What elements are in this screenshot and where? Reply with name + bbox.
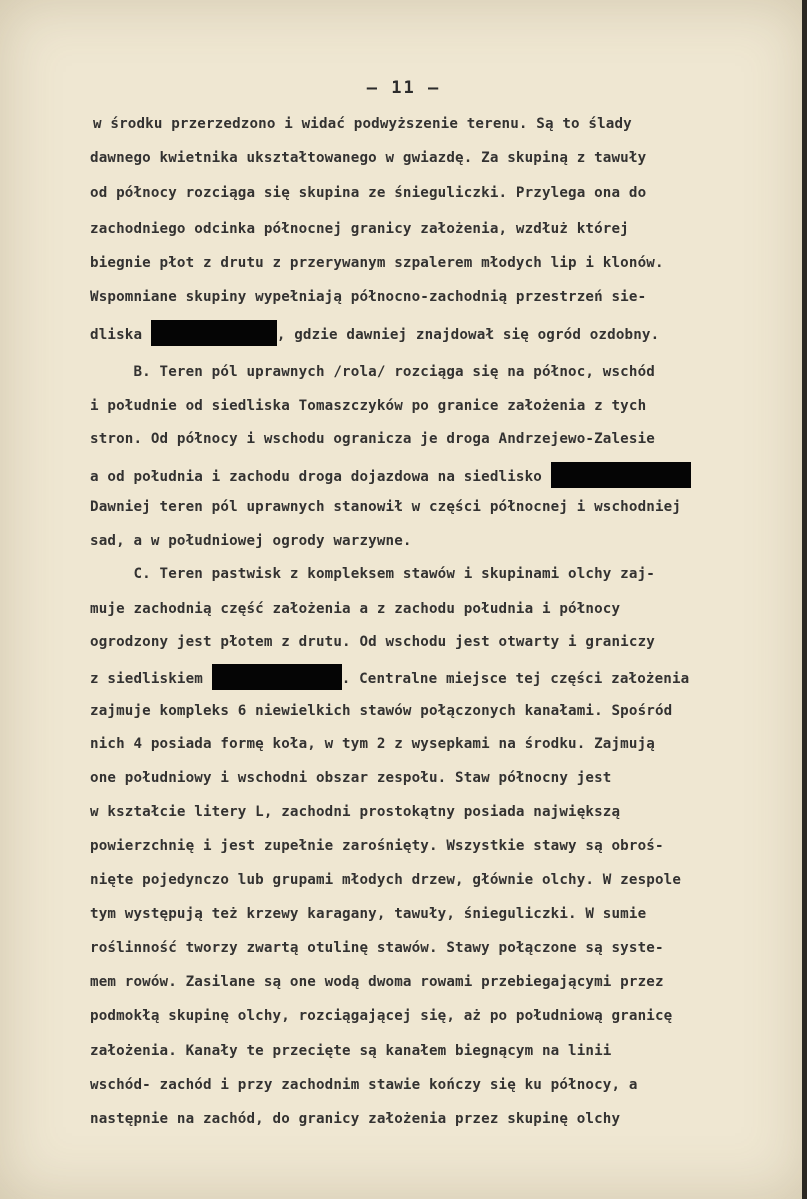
text-line: C. Teren pastwisk z kompleksem stawów i skupinami olchy zaj-: [90, 566, 655, 582]
text-line: one południowy i wschodni obszar zespołu. Staw północny jest: [90, 770, 612, 786]
text-line: a od południa i zachodu droga dojazdowa na siedlisko: [90, 462, 691, 488]
text-line: od północy rozciąga się skupina ze śnieguliczki. Przylega ona do: [90, 185, 647, 201]
text-line: następnie na zachód, do granicy założenia przez skupinę olchy: [90, 1111, 621, 1127]
text-line: muje zachodnią część założenia a z zachodu południa i północy: [90, 601, 621, 617]
text-line: B. Teren pól uprawnych /rola/ rozciąga się na północ, wschód: [90, 364, 655, 380]
scan-edge: [802, 0, 807, 1199]
text-line: Wspomniane skupiny wypełniają północno-zachodnią przestrzeń sie-: [90, 289, 647, 305]
text-line: biegnie płot z drutu z przerywanym szpalerem młodych lip i klonów.: [90, 255, 664, 271]
text-line: podmokłą skupinę olchy, rozciągającej się, aż po południową granicę: [90, 1008, 673, 1024]
text-line: nięte pojedynczo lub grupami młodych drzew, głównie olchy. W zespole: [90, 872, 682, 888]
text-line: Dawniej teren pól uprawnych stanowił w części północnej i wschodniej: [90, 499, 682, 515]
text-line: roślinność tworzy zwartą otulinę stawów. Stawy połączone są syste-: [90, 940, 664, 956]
text-line: stron. Od północy i wschodu ogranicza je droga Andrzejewo-Zalesie: [90, 431, 655, 447]
text-line: dawnego kwietnika ukształtowanego w gwiazdę. Za skupiną z tawuły: [90, 150, 647, 166]
text-line: tym występują też krzewy karagany, tawuły, śnieguliczki. W sumie: [90, 906, 647, 922]
redaction-box: [151, 320, 277, 346]
text-line: w kształcie litery L, zachodni prostokątny posiada największą: [90, 804, 621, 820]
text-line: sad, a w południowej ogrody warzywne.: [90, 533, 412, 549]
text-line: zajmuje kompleks 6 niewielkich stawów połączonych kanałami. Spośród: [90, 703, 673, 719]
text-line: dliska , gdzie dawniej znajdował się ogród ozdobny.: [90, 320, 659, 346]
text-line: ogrodzony jest płotem z drutu. Od wschodu jest otwarty i graniczy: [90, 634, 655, 650]
text-line: i południe od siedliska Tomaszczyków po granice założenia z tych: [90, 398, 647, 414]
text-line: wschód- zachód i przy zachodnim stawie kończy się ku północy, a: [90, 1077, 638, 1093]
redaction-box: [551, 462, 691, 488]
text-line: powierzchnię i jest zupełnie zarośnięty. Wszystkie stawy są obroś-: [90, 838, 664, 854]
text-line: mem rowów. Zasilane są one wodą dwoma rowami przebiegającymi przez: [90, 974, 664, 990]
text-line: z siedliskiem . Centralne miejsce tej części założenia: [90, 664, 689, 690]
text-line: nich 4 posiada formę koła, w tym 2 z wysepkami na środku. Zajmują: [90, 736, 655, 752]
redaction-box: [212, 664, 342, 690]
text-line: zachodniego odcinka północnej granicy założenia, wzdłuż której: [90, 221, 629, 237]
text-line: w środku przerzedzono i widać podwyższenie terenu. Są to ślady: [93, 116, 632, 132]
page-number: — 11 —: [366, 78, 441, 98]
text-line: założenia. Kanały te przecięte są kanałem biegnącym na linii: [90, 1043, 612, 1059]
